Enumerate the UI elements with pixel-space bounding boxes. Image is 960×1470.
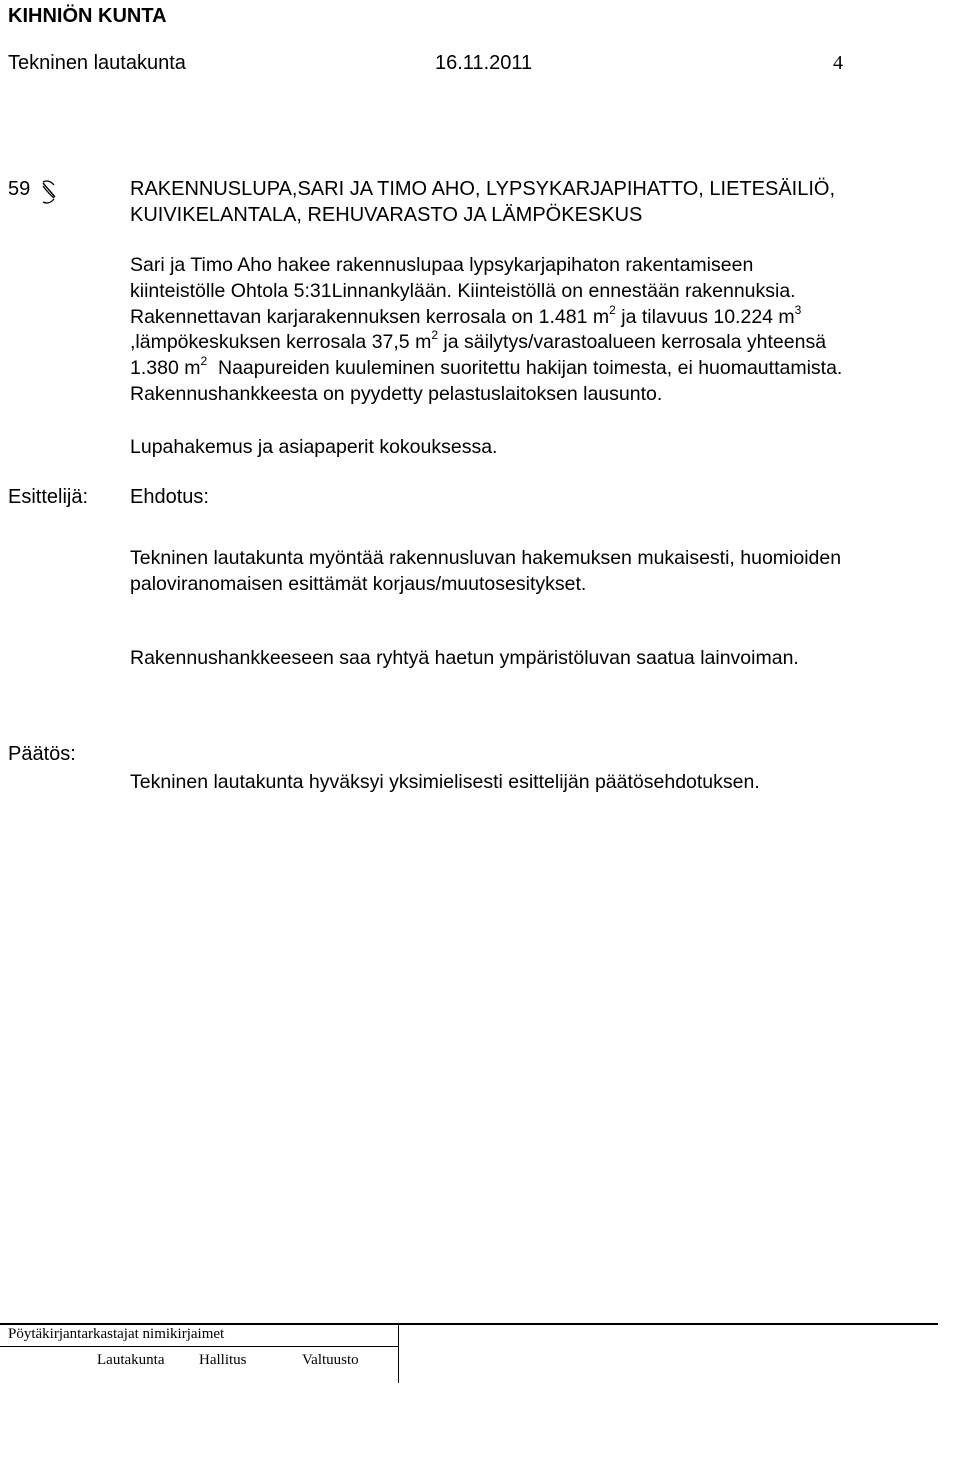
proposal-line: Tekninen lautakunta myöntää rakennusluvan hakemuksen mukaisesti, huomioiden	[130, 547, 842, 569]
committee-name: Tekninen lautakunta	[8, 52, 186, 74]
description-line: kiinteistölle Ohtola 5:31Linnankylään. Kiinteistöllä on ennestään rakennuksia.	[130, 279, 796, 302]
organization-name: KIHNIÖN KUNTA	[8, 5, 167, 27]
description-line: Rakennushankkeesta on pyydetty pelastuslaitoksen lausunto.	[130, 382, 663, 405]
proposal-paragraph	[130, 546, 841, 598]
description-line: ,lämpökeskuksen kerrosala 37,5 $m^2$ ja säilytys/varastoalueen kerrosala yhteensä	[130, 328, 827, 354]
item-title-line-1: RAKENNUSLUPA,SARI JA TIMO AHO, LYPSYKARJAPIHATTO, LIETESÄILIÖ,	[130, 178, 836, 200]
item-number: 59	[8, 178, 31, 200]
meeting-date: 16.11.2011	[435, 52, 533, 74]
proposal-condition: Rakennushankkeeseen saa ryhtyä haetun ympäristöluvan saatua lainvoiman.	[130, 647, 799, 669]
documents-note: Lupahakemus ja asiapaperit kokouksessa.	[130, 436, 498, 458]
description-line: Rakennettavan karjarakennuksen kerrosala on 1.481 $m^2$ ja tilavuus 10.224 $m^3$	[130, 302, 802, 328]
description-paragraph	[130, 253, 842, 408]
footer-vertical-divider	[398, 1323, 399, 1383]
description-line: Sari ja Timo Aho hakee rakennuslupaa lypsykarjapihaton rakentamiseen	[130, 254, 754, 276]
signature-column-hallitus: Hallitus	[199, 1352, 247, 1368]
description-line: 1.380 $m^2$ Naapureiden kuuleminen suoritettu hakijan toimesta, ei huomauttamista.	[130, 354, 843, 380]
footer-top-rule	[0, 1323, 938, 1325]
item-title-line-2: KUIVIKELANTALA, REHUVARASTO JA LÄMPÖKESKUS	[130, 204, 643, 226]
proposal-label: Ehdotus:	[130, 486, 209, 508]
page-number: 4	[833, 52, 843, 74]
signature-column-valtuusto: Valtuusto	[302, 1352, 359, 1368]
signatures-label: Pöytäkirjantarkastajat nimikirjaimet	[8, 1326, 225, 1342]
presenter-label: Esittelijä:	[8, 486, 89, 508]
decision-label: Päätös:	[8, 743, 76, 765]
proposal-line: paloviranomaisen esittämät korjaus/muutosesitykset.	[130, 572, 587, 595]
signature-column-lautakunta: Lautakunta	[97, 1352, 165, 1368]
footer-label-rule	[0, 1346, 398, 1347]
section-sign-icon	[37, 176, 59, 208]
decision-text: Tekninen lautakunta hyväksyi yksimielisesti esittelijän päätösehdotuksen.	[130, 771, 760, 793]
